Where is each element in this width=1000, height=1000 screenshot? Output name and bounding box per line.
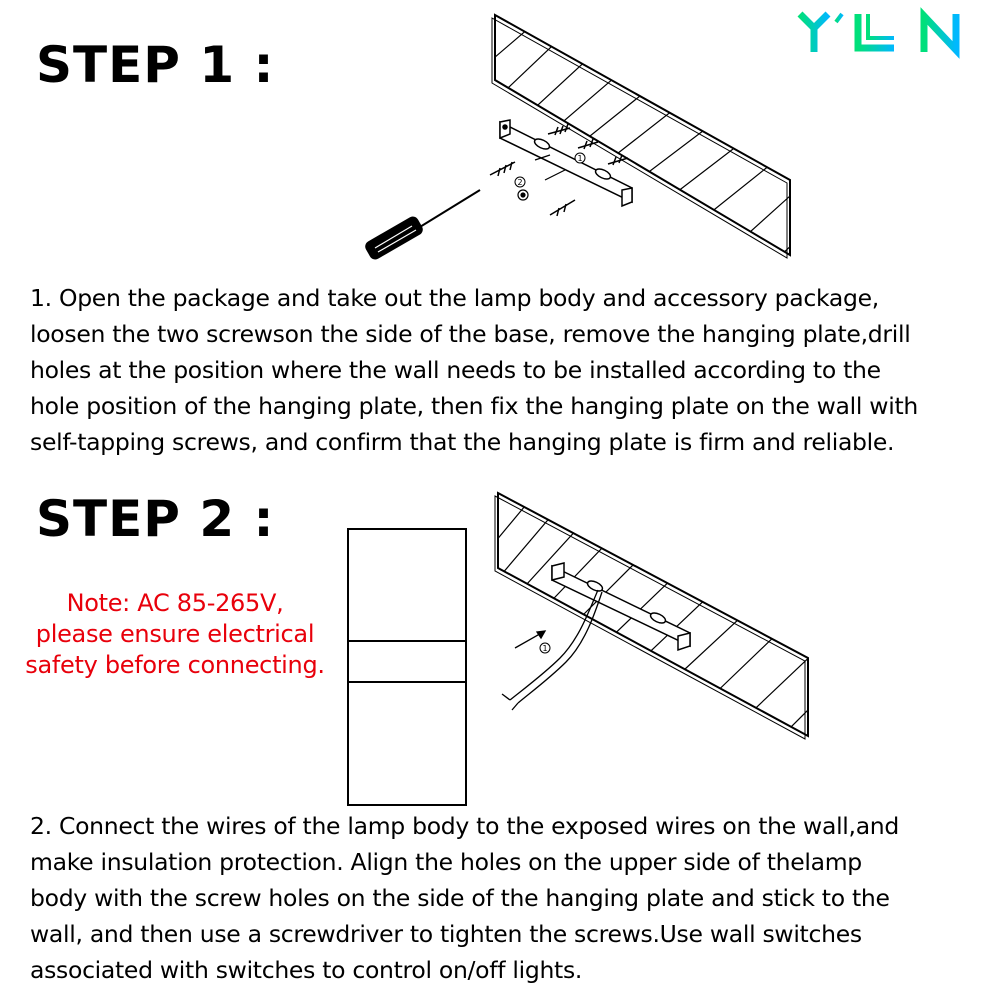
yilin-logo: [790, 4, 985, 60]
step1-title: STEP 1 :: [36, 36, 275, 94]
step2-instructions: 2. Connect the wires of the lamp body to the exposed wires on the wall,and make insulation protection. Align the holes on the upper side of thelamp body with the screw holes on the side of the hanging plate and stick to the wall, and then use a screwdriver to tighten the screws.Use wall switches associated with switches to control on/off lights.: [30, 812, 900, 984]
callout-1-label: 1: [577, 154, 583, 163]
step1-instructions: 1. Open the package and take out the lamp body and accessory package, loosen the two screwson the side of the base, remove the hanging plate,drill holes at the position where the wall needs to be installed according to the hole position of the hanging plate, then fix the hanging plate on the wall with self-tapping screws, and confirm that the hanging plate is firm and reliable.: [30, 284, 918, 456]
safety-note: Note: AC 85-265V, please ensure electrical safety before connecting.: [25, 589, 325, 679]
logo-text: YILIN: [790, 4, 793, 5]
screwdriver-icon: [363, 190, 480, 262]
callout-2-label: 2: [517, 178, 523, 187]
step2-title: STEP 2 :: [36, 490, 275, 548]
lamp-body-icon: [346, 527, 470, 807]
callout-step2-1-label: 1: [542, 644, 548, 653]
step1-diagram: [350, 10, 810, 265]
step2-diagram: [490, 488, 820, 740]
